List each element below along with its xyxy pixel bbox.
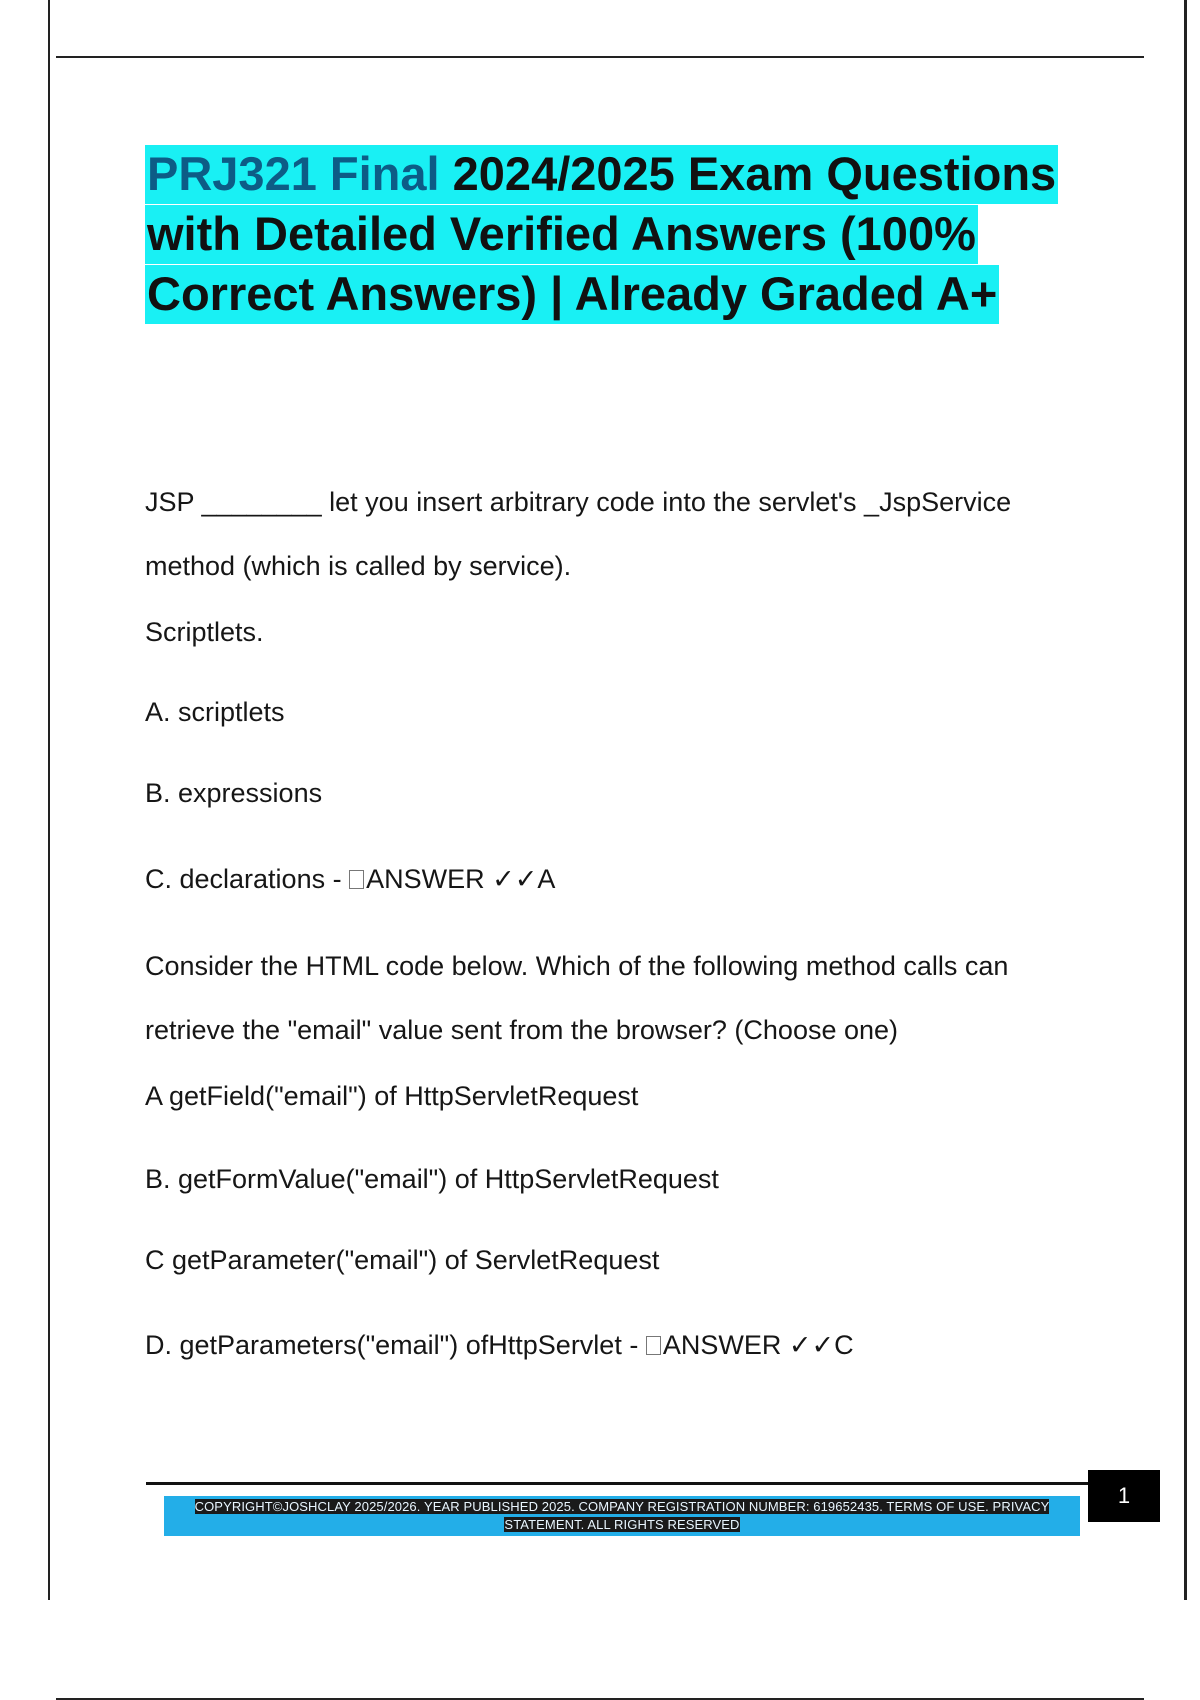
- title-course-code: PRJ321 Final: [147, 147, 440, 200]
- document-title: [145, 144, 1095, 324]
- option-c-with-answer: [145, 847, 1075, 934]
- option-a: A. scriptlets: [145, 697, 285, 727]
- page-number: 1: [1088, 1470, 1160, 1522]
- question-prompt: Consider the HTML code below. Which of the following method calls can retrieve the "email" value sent from the browser? (Choose one): [145, 951, 1009, 1045]
- option-c: C getParameter("email") of ServletRequest: [145, 1245, 660, 1275]
- option-c: C. declarations -: [145, 864, 350, 894]
- footer-band: [164, 1496, 1080, 1536]
- page-left-border: [48, 0, 50, 1600]
- missing-glyph-box-icon: [646, 1336, 661, 1355]
- option-a: A getField("email") of HttpServletRequest: [145, 1081, 639, 1111]
- footer-copyright: COPYRIGHT©JOSHCLAY 2025/2026. YEAR PUBLISHED 2025. COMPANY REGISTRATION NUMBER: 619652435. TERMS OF USE. PRIVACY STATEMENT. ALL RIGHTS RESERVED: [194, 1499, 1050, 1532]
- option-d-with-answer: [145, 1313, 1075, 1377]
- option-d: D. getParameters("email") ofHttpServlet -: [145, 1330, 646, 1360]
- title-rest: 2024/2025 Exam Questions with Detailed Verified Answers (100% Correct Answers) | Already Graded A+: [147, 147, 1057, 320]
- answer-text: Scriptlets.: [145, 617, 264, 647]
- document-body: [145, 470, 1075, 1377]
- footer-rule: [146, 1482, 1090, 1485]
- answer-marker: ANSWER ✓✓A: [366, 864, 556, 894]
- question-1: [145, 470, 1075, 934]
- page-right-border: [1184, 0, 1187, 1600]
- question-prompt: JSP ________ let you insert arbitrary code into the servlet's _JspService method (which is called by service).: [145, 487, 1012, 581]
- header-rule: [56, 56, 1144, 58]
- option-b: B. getFormValue("email") of HttpServletRequest: [145, 1164, 719, 1194]
- missing-glyph-box-icon: [349, 870, 364, 889]
- option-b: B. expressions: [145, 778, 323, 808]
- question-2: [145, 934, 1075, 1377]
- answer-marker: ANSWER ✓✓C: [662, 1330, 854, 1360]
